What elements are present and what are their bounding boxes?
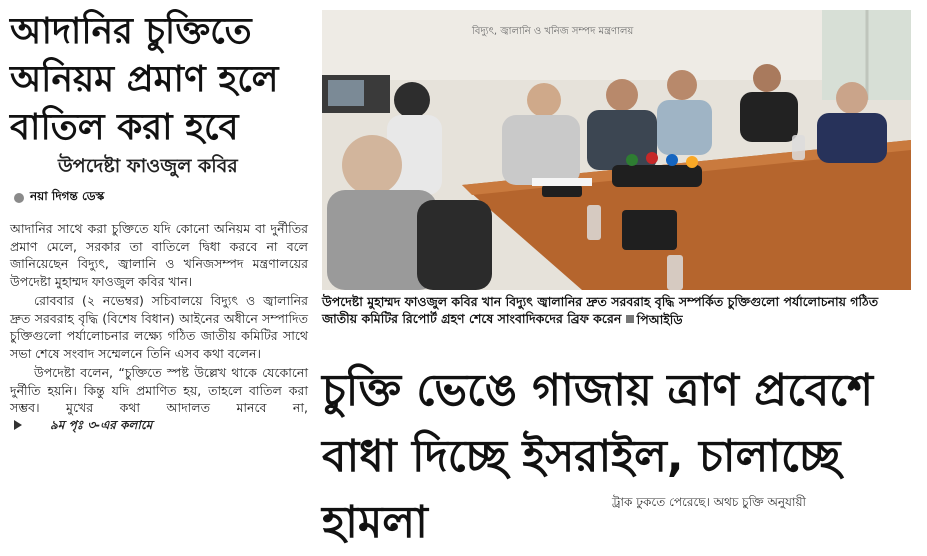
press-briefing-photo — [322, 10, 911, 290]
bullet-icon — [14, 193, 24, 203]
jump-link[interactable] — [14, 417, 152, 435]
paragraph-2: রোববার (২ নভেম্বর) সচিবালয়ে বিদ্যুৎ ও জ্বালানির দ্রুত সরবরাহ বৃদ্ধি (বিশেষ বিধান) আইনের অধীনে সম্পাদিত চুক্তিগুলো পর্যালোচনার লক্ষ্যে গঠিত জাতীয় কমিটির সাথে সভা শেষে সংবাদ সম্মেলনে তিনি এসব কথা বলেন। — [10, 293, 308, 361]
paragraph-3-text: উপদেষ্টা বলেন, “চুক্তিতে স্পষ্ট উল্লেখ থাকে যেকোনো দুর্নীতি হয়নি। কিন্তু যদি প্রমাণিত হয়, তাহলে বাতিল করা সম্ভব। মুখের কথা আদালত মানবে না, — [10, 365, 308, 415]
caption-source-text: পিআইডি — [636, 311, 683, 327]
desk-text: নয়া দিগন্ত ডেস্ক — [30, 189, 105, 203]
jump-text: ৯ম পৃঃ ৩-এর কলামে — [50, 417, 153, 432]
right-headline: চুক্তি ভেঙে গাজায় ত্রাণ প্রবেশে বাধা দিচ্ছে ইসরাইল, চালাচ্ছে হামলা — [322, 365, 873, 548]
bottom-snippet: ট্রাক ঢুকতে পেরেছে। অথচ চুক্তি অনুযায়ী — [612, 495, 806, 509]
left-byline: উপদেষ্টা ফাওজুল কবির — [58, 155, 238, 177]
news-photo — [322, 10, 911, 290]
paragraph-1: আদানির সাথে করা চুক্তিতে যদি কোনো অনিয়ম বা দুর্নীতির প্রমাণ মেলে, সরকার তা বাতিলে দ্বিধা করবে না বলে জানিয়েছেন বিদ্যুৎ, জ্বালানি ও খনিজসম্পদ মন্ত্রণালয়ের উপদেষ্টা মুহাম্মদ ফাওজুল কবির খান। — [10, 221, 308, 289]
caption-source — [626, 311, 683, 328]
desk-label — [14, 188, 308, 208]
arrow-right-icon — [14, 420, 22, 430]
square-bullet-icon — [626, 315, 634, 323]
left-headline: আদানির চুক্তিতে অনিয়ম প্রমাণ হলে বাতিল করা হবে — [10, 11, 279, 148]
photo-banner-text: বিদ্যুৎ, জ্বালানি ও খনিজ সম্পদ মন্ত্রণালয় — [472, 26, 634, 37]
paragraph-3 — [10, 364, 308, 435]
photo-caption — [322, 293, 914, 328]
left-article — [10, 8, 308, 435]
caption-text: উপদেষ্টা মুহাম্মদ ফাওজুল কবির খান বিদ্যুৎ জ্বালানির দ্রুত সরবরাহ বৃদ্ধি সম্পর্কিত চুক্তিগুলো পর্যালোচনায় গঠিত জাতীয় কমিটির রিপোর্ট গ্রহণ শেষে সাংবাদিকদের ব্রিফ করেন — [322, 294, 879, 326]
